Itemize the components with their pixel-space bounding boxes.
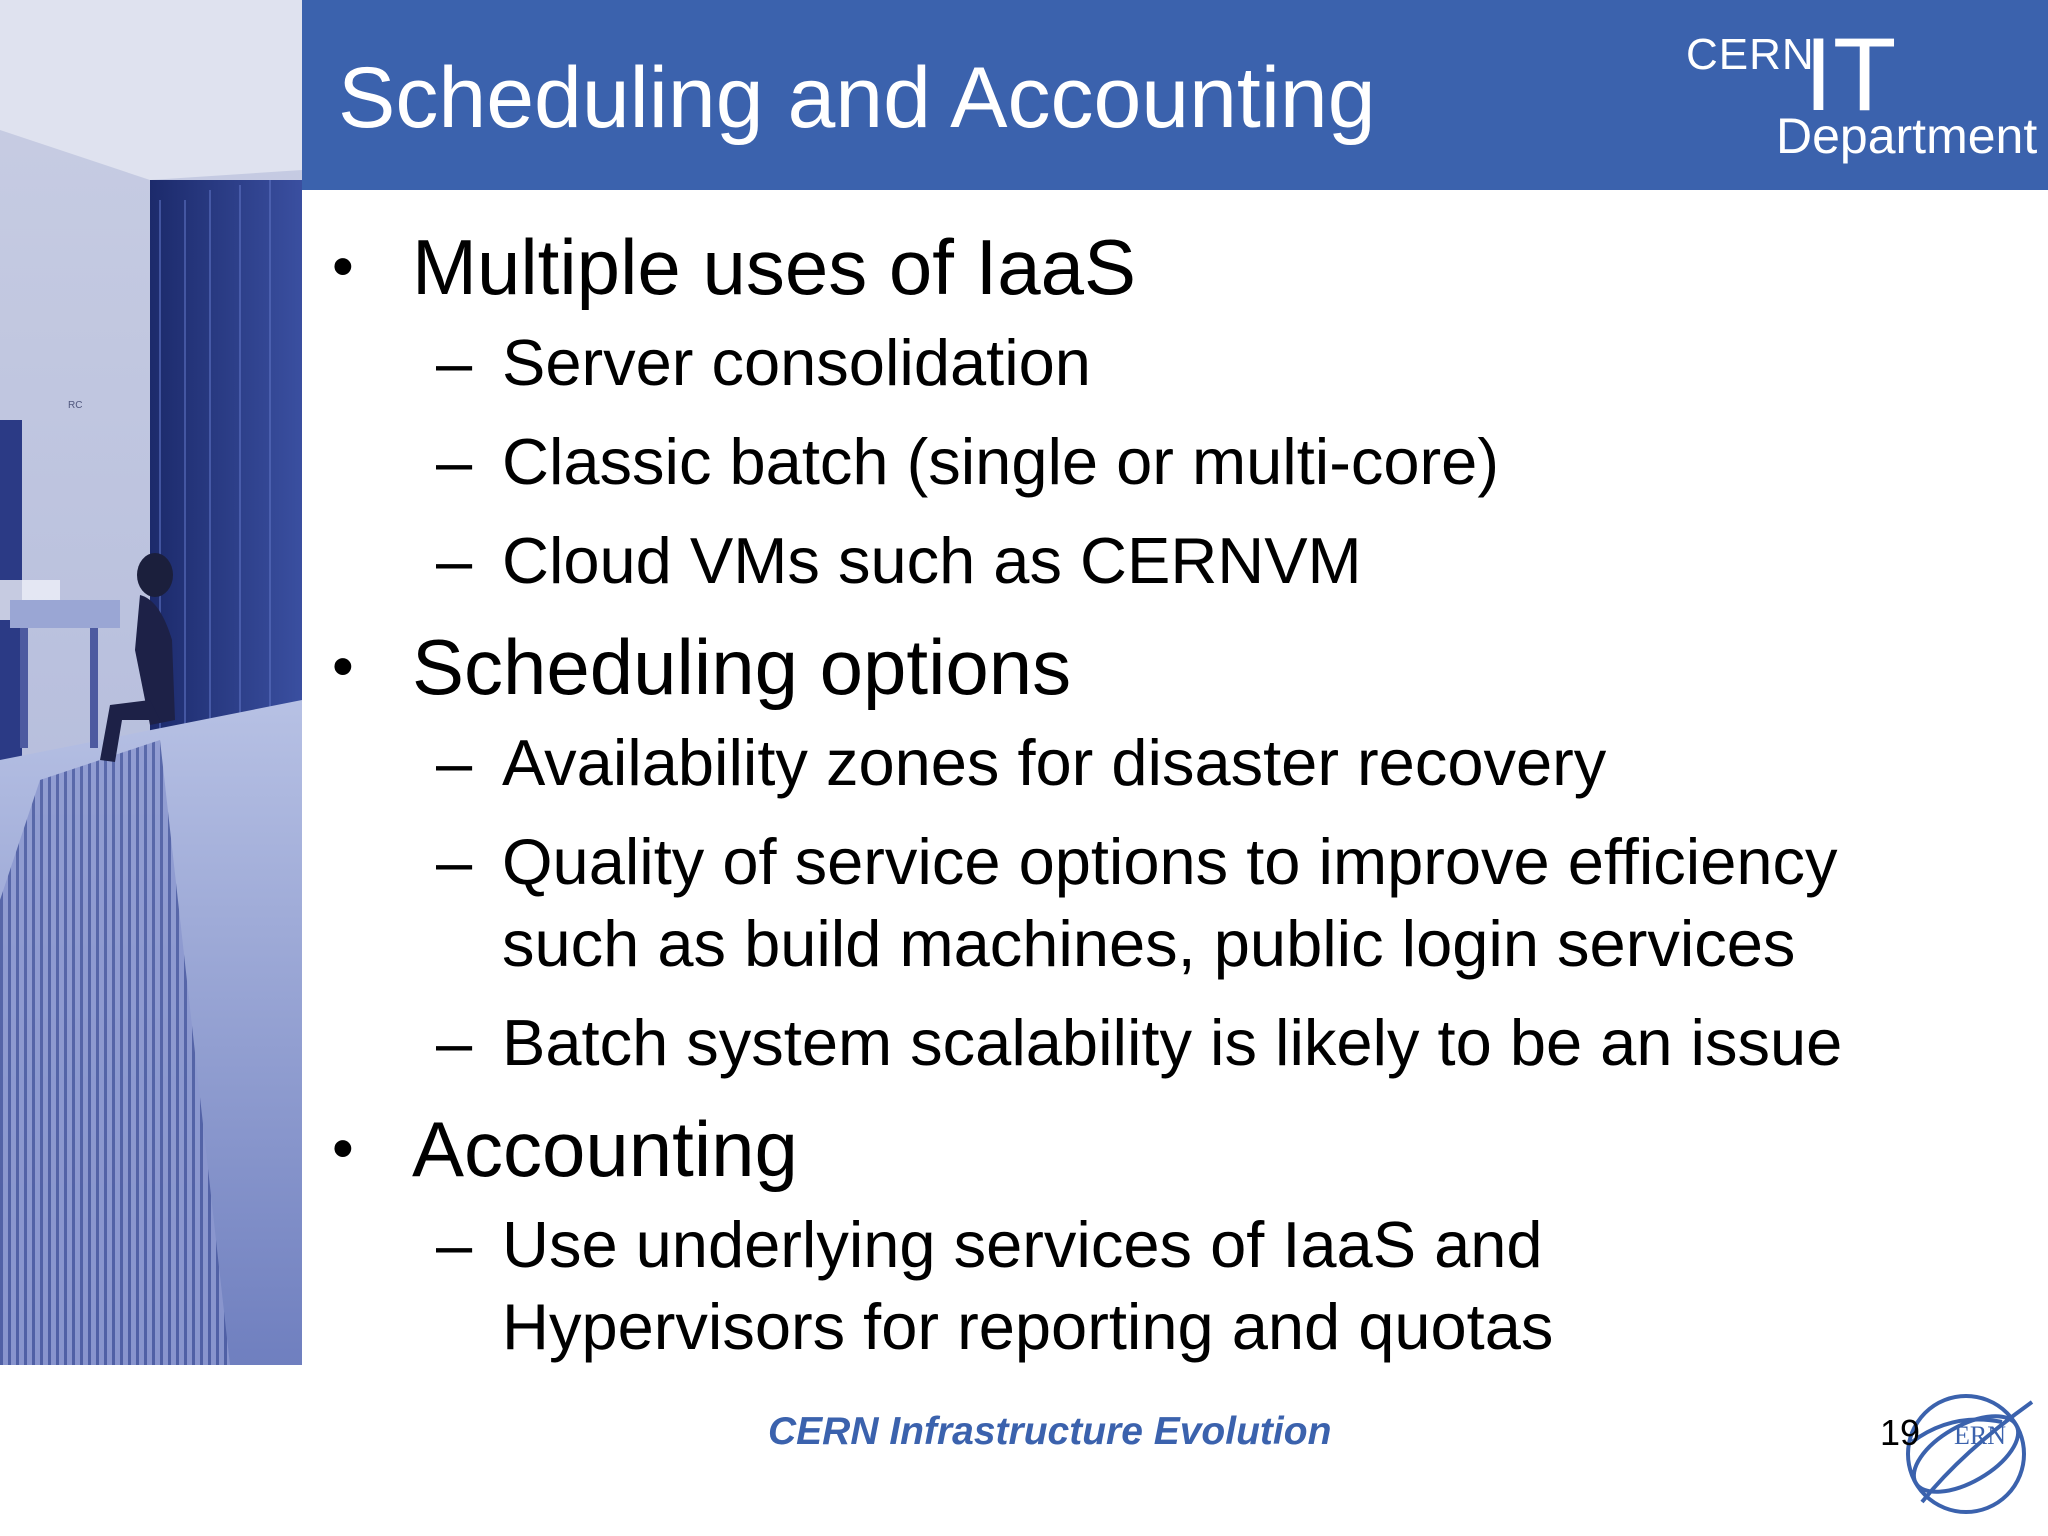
sub-bullet-item — [330, 821, 2030, 903]
dash-icon: – — [436, 1208, 473, 1281]
header-bar — [302, 0, 2048, 190]
sub-bullet-text: Availability zones for disaster recovery — [502, 726, 1607, 799]
dash-icon: – — [436, 825, 473, 898]
bullet-item — [330, 212, 2030, 322]
sub-bullet-item — [330, 1204, 2030, 1286]
sub-bullet-text: Cloud VMs such as CERNVM — [502, 524, 1362, 597]
sub-bullet-text: Use underlying services of IaaS and — [502, 1208, 1543, 1281]
logo-it-text: IT — [1804, 17, 1897, 133]
footer-text: CERN Infrastructure Evolution — [768, 1410, 1332, 1453]
dash-icon: – — [436, 1006, 473, 1079]
sub-bullet-continuation — [330, 1286, 2030, 1368]
sub-bullet-item — [330, 1002, 2030, 1084]
page-number: 19 — [1880, 1412, 1921, 1453]
sub-bullet-text: Classic batch (single or multi-core) — [502, 425, 1499, 498]
dash-icon: – — [436, 326, 473, 399]
bullet-text: Scheduling options — [412, 623, 1072, 711]
sub-bullet-item — [330, 322, 2030, 404]
sub-bullet-text: Quality of service options to improve efficiency — [502, 825, 1838, 898]
dash-icon: – — [436, 726, 473, 799]
sub-bullet-item — [330, 520, 2030, 602]
bullet-icon: • — [332, 1114, 354, 1183]
sub-bullet-continuation — [330, 903, 2030, 985]
datacenter-photo-graphic — [0, 0, 302, 1365]
dash-icon: – — [436, 425, 473, 498]
slide-content — [330, 212, 2030, 1368]
bullet-text: Accounting — [412, 1105, 798, 1193]
sub-bullet-item — [330, 722, 2030, 804]
bullet-item — [330, 612, 2030, 722]
sub-bullet-item — [330, 421, 2030, 503]
dash-icon: – — [436, 524, 473, 597]
sub-bullet-text: such as build machines, public login services — [502, 907, 1796, 980]
sub-bullet-text: Server consolidation — [502, 326, 1091, 399]
logo-department-text: Department — [1776, 108, 2038, 164]
bullet-icon: • — [332, 632, 354, 701]
sub-bullet-text: Batch system scalability is likely to be an issue — [502, 1006, 1843, 1079]
bullet-icon: • — [332, 232, 354, 301]
bullet-text: Multiple uses of IaaS — [412, 223, 1137, 311]
cern-it-logo — [1636, 17, 2038, 166]
emblem-text: ERN — [1954, 1421, 2006, 1450]
logo-cern-text: CERN — [1686, 30, 1815, 79]
datacenter-photo — [0, 0, 302, 1365]
bullet-item — [330, 1094, 2030, 1204]
sub-bullet-text: Hypervisors for reporting and quotas — [502, 1290, 1554, 1363]
photo-sign: RC — [68, 400, 83, 411]
slide-title: Scheduling and Accounting — [338, 50, 1376, 146]
